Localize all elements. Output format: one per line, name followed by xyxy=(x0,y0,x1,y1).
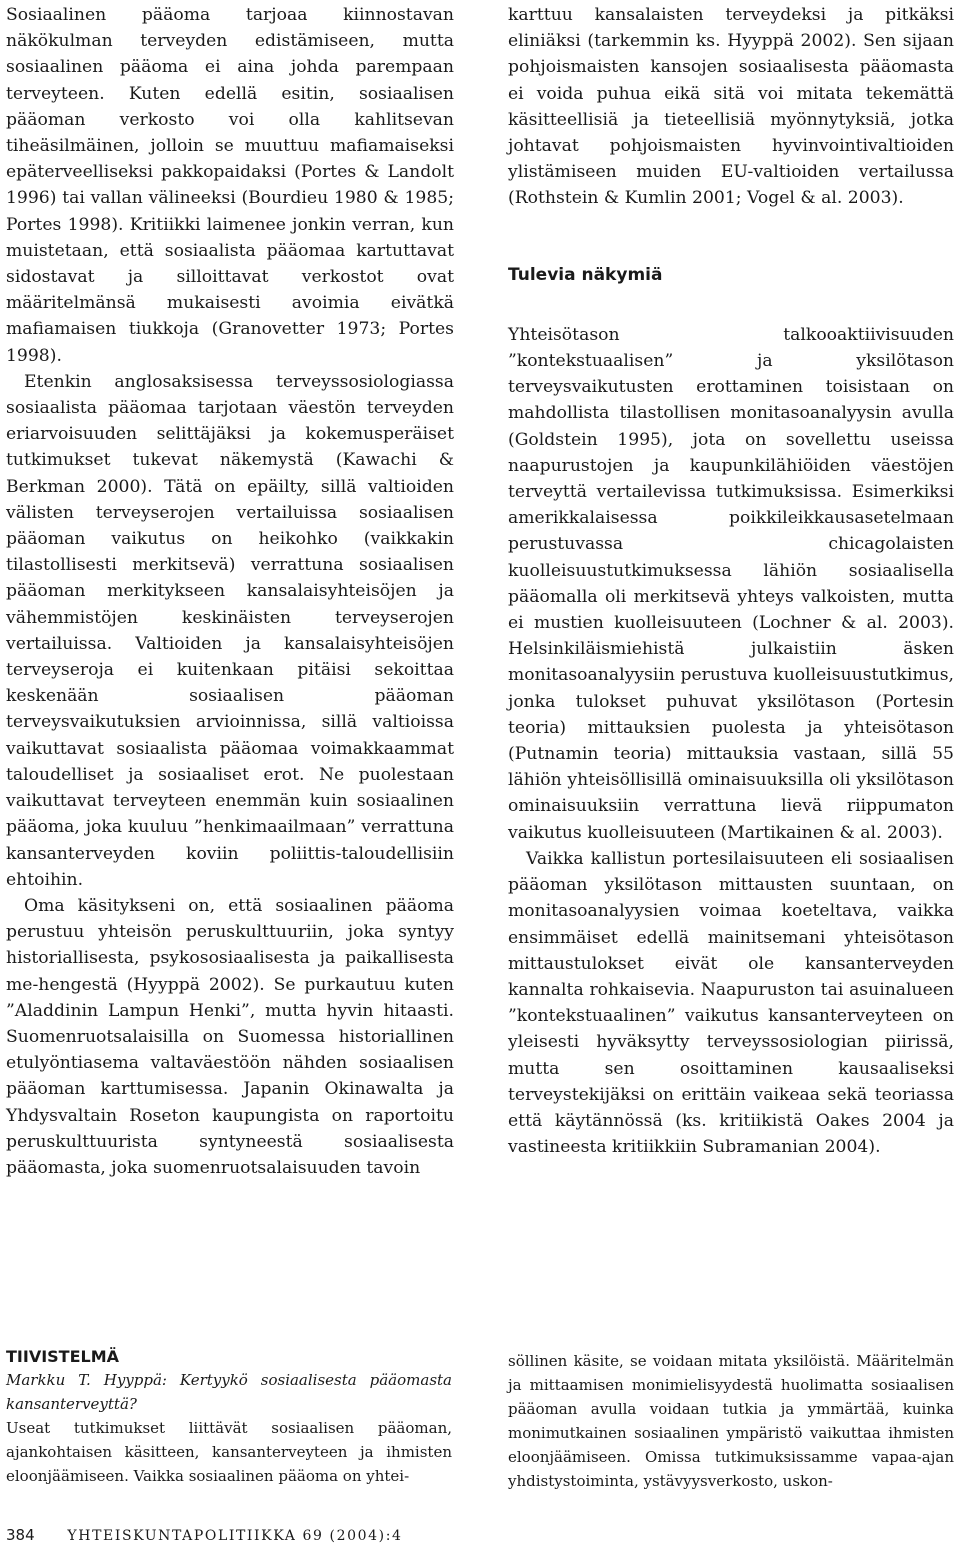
page-number: 384 xyxy=(6,1526,35,1544)
body-paragraph: Etenkin anglosaksisessa terveyssosiologiassa sosiaalista pääomaa tarjotaan väestön terveyden eriarvoisuuden selittäjäksi ja kokemusperäiset tutkimukset tukevat näkemystä (Kawachi & Berkman 2000). Tätä on epäilty, sillä valtioiden välisten terveyserojen vertailuissa sosiaalisen pääoman vaikutus on heikohko (vaikkakin tilastollisesti merkitsevä) verrattuna sosiaalisen pääoman merkitykseen kansalaisyhteisöjen ja vähemmistöjen keskinäisten terveyserojen vertailuissa. Valtioiden ja kansalaisyhteisöjen terveyseroja ei kuitenkaan pitäisi sekoittaa keskenään sosiaalisen pääoman terveysvaikutuksien arvioinnissa, sillä valtioissa vaikuttavat sosiaalista pääomaa voimakkaammat taloudelliset ja sosiaaliset erot. Ne puolestaan vaikuttavat terveyteen enemmän kuin sosiaalinen pääoma, joka kuuluu ”henkimaailmaan” verrattuna kansanterveyden koviin poliittis-taloudellisiin ehtoihin. xyxy=(6,371,454,890)
summary-text: Useat tutkimukset liittävät sosiaalisen pääoman, ajankohtaisen käsitteen, kansanterveyteen ja ihmisten eloonjäämiseen. Vaikka sosiaalinen pääoma on yhtei- xyxy=(6,1419,452,1486)
body-paragraph: Vaikka kallistun portesilaisuuteen eli sosiaalisen pääoman yksilötason mittausten suuntaan, on monitasoanalyysien voimaa koeteltava, vaikka ensimmäiset edellä mainitsemani yhteisötason mittaustulokset eivät ole kansanterveyden kannalta rohkaisevia. Naapuruston tai asuinalueen ”kontekstuaalinen” vaikutus kansanterveyteen on yleisesti hyväksytty terveyssosiologian piirissä, mutta sen osoittaminen kausaaliseksi terveystekijäksi on erittäin vaikeaa sekä teoriassa että käytännössä (ks. kritiikistä Oakes 2004 ja vastineesta kritiikkiin Subramanian 2004). xyxy=(508,848,954,1158)
body-paragraph-continued: karttuu kansalaisten terveydeksi ja pitkäksi eliniäksi (tarkemmin ks. Hyyppä 2002). Sen sijaan pohjoismaisten kansojen sosiaalisesta pääomasta ei voida puhua eikä sitä voi mitata tekemättä käsitteellisiä ja tieteellisiä myönnytyksiä, jotka johtavat pohjoismaisten hyvinvointivaltioiden ylistämiseen muiden EU-valtioiden vertailussa (Rothstein & Kumlin 2001; Vogel & al. 2003). xyxy=(508,5,954,209)
summary-text-continued: söllinen käsite, se voidaan mitata yksilöistä. Määritelmän ja mittaamisen monimielisyydestä huolimatta sosiaalisen pääoman avulla voidaan tutkia ja ymmärtää, kuinka monimutkainen sosiaalinen ympäristö vaikuttaa ihmisten eloonjäämiseen. Omissa tutkimuksissamme vapaa-ajan yhdistystoiminta, ystävyysverkosto, uskon- xyxy=(508,1352,954,1491)
summary-heading: TIIVISTELMÄ xyxy=(6,1347,120,1366)
page-footer xyxy=(6,1526,403,1544)
summary-left xyxy=(6,1346,452,1488)
body-paragraph: Oma käsitykseni on, että sosiaalinen pääoma perustuu yhteisön peruskulttuuriin, joka syntyy historiallisesta, psykososiaalisesta ja paikallisesta me-hengestä (Hyyppä 2002). Se purkautuu kuten ”Aladdinin Lampun Henki”, mutta hyvin hitaasti. Suomenruotsalaisilla on Suomessa historiallinen etulyöntiasema valtaväestöön nähden sosiaalisen pääoman karttumisessa. Japanin Okinawalta ja Yhdysvaltain Roseton kaupungista on raportoitu peruskulttuurista syntyneestä sosiaalisesta pääomasta, joka suomenruotsalaisuuden tavoin xyxy=(6,895,454,1178)
body-paragraph: Sosiaalinen pääoma tarjoaa kiinnostavan näkökulman terveyden edistämiseen, mutta sosiaalinen pääoma ei aina johda parempaan terveyteen. Kuten edellä esitin, sosiaalisen pääoman verkosto voi olla kahlitsevan tiheäsilmäinen, jolloin se muuttuu mafiamaiseksi epäterveelliseksi pakkopaidaksi (Portes & Landolt 1996) tai vallan välineeksi (Bourdieu 1980 & 1985; Portes 1998). Kritiikki laimenee jonkin verran, kun muistetaan, että sosiaalista pääomaa kartuttavat sidostavat ja silloittavat verkostot ovat määritelmänsä mukaisesti avoimia eivätkä mafiamaisen tiukkoja (Granovetter 1973; Portes 1998). xyxy=(6,5,454,366)
right-column xyxy=(508,2,954,1160)
summary-right xyxy=(508,1349,954,1494)
journal-name: YHTEISKUNTAPOLITIIKKA 69 (2004):4 xyxy=(67,1528,403,1544)
left-column xyxy=(6,2,454,1181)
body-paragraph: Yhteisötason talkooaktiivisuuden ”kontekstuaalisen” ja yksilötason terveysvaikutusten erottaminen toisistaan on mahdollista tilastollisen monitasoanalyysin avulla (Goldstein 1995), jota on sovellettu useissa naapurustojen ja kaupunkilähiöiden väestöjen terveyttä vertailevissa tutkimuksissa. Esimerkiksi amerikkalaisessa poikkileikkausasetelmaan perustuvassa chicagolaisten kuolleisuustutkimuksessa lähiön sosiaalisella pääomalla oli merkitsevä yhteys valkoisten, mutta ei mustien kuolleisuuteen (Lochner & al. 2003). Helsinkiläismiehistä julkaistiin äsken monitasoanalyysiin perustuva kuolleisuustutkimus, jonka tulokset puhuvat yksilötason (Portesin teoria) mittauksien puolesta ja yhteisötason (Putnamin teoria) mittauksia vastaan, sillä 55 lähiön yhteisöllisillä ominaisuuksilla oli yksilötason ominaisuuksiin verrattuna lievä riippumaton vaikutus kuolleisuuteen (Martikainen & al. 2003). xyxy=(508,324,954,843)
summary-author-title: Markku T. Hyyppä: Kertyykö sosiaalisesta pääomasta kansanterveyttä? xyxy=(6,1371,452,1414)
section-heading: Tulevia näkymiä xyxy=(508,264,663,285)
